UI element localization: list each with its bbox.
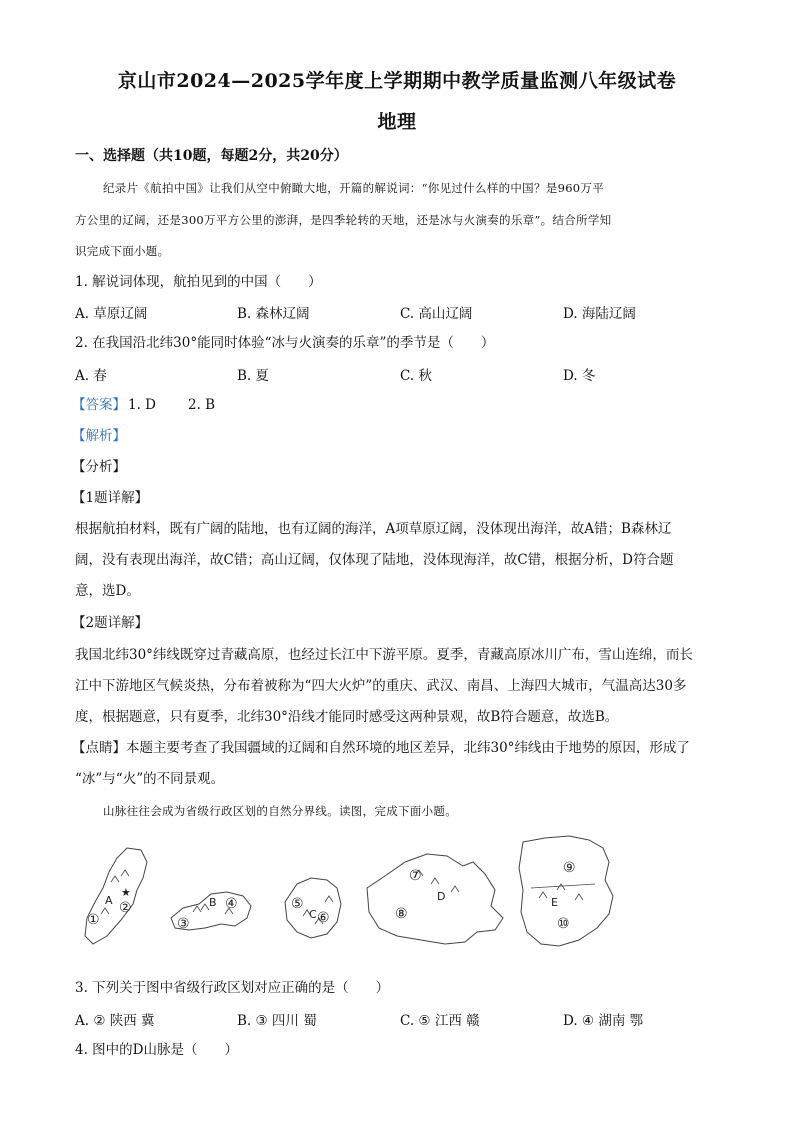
comment-text-1: 本题主要考查了我国疆域的辽阔和自然环境的地区差异，北纬30°纬线由于地势的原因，形成了 [126,740,690,756]
section-heading: 一、选择题（共10题，每题2分，共20分） [75,148,348,164]
detail2-line-3: 度，根据题意，只有夏季，北纬30°沿线才能同时感受这两种景观，故B符合题意，故选B。 [75,709,619,725]
q2-option-a: A. 春 [75,368,107,384]
province-map-3 [285,878,341,938]
comment-label: 【点睛】 [72,740,126,756]
map-star-icon: ★ [121,886,131,899]
q3-option-d: D. ④ 湖南 鄂 [563,1013,644,1029]
q1-option-a: A. 草原辽阔 [75,306,148,322]
q2-option-c: C. 秋 [400,368,432,384]
map-label-4: ④ [225,896,238,912]
province-map-1 [85,848,147,944]
q2-option-b: B. 夏 [237,368,270,384]
map-label-E: E [551,896,558,909]
map-label-6: ⑥ [317,910,330,926]
answer-label: 【答案】 [72,397,126,413]
province-map-4 [367,854,503,944]
detail1-line-1: 根据航拍材料，既有广阔的陆地，也有辽阔的海洋，A项草原辽阔，没体现出海洋，故A错；B森林辽 [75,521,672,537]
q3-option-a: A. ② 陕西 冀 [75,1013,155,1029]
map-label-9: ⑨ [563,860,576,876]
map-label-B: B [209,896,217,909]
q4-stem: 4. 图中的D山脉是（ ） [75,1042,238,1058]
answer-line [72,395,722,415]
q1-option-b: B. 森林辽阔 [237,306,310,322]
q2-option-d: D. 冬 [563,368,596,384]
fenxi-label: 【分析】 [72,459,126,475]
detail2-line-1: 我国北纬30°纬线既穿过青藏高原，也经过长江中下游平原。夏季，青藏高原冰川广布，雪山连绵，而长 [75,647,693,663]
answer-1: 1. D [128,397,156,413]
map-label-D: D [437,890,446,903]
intro-line-3: 识完成下面小题。 [75,244,170,258]
intro2-line: 山脉往往会成为省级行政区划的自然分界线。读图，完成下面小题。 [103,804,457,818]
province-maps-figure [75,832,735,954]
detail1-line-3: 意，选D。 [75,583,140,599]
q3-option-c: C. ⑤ 江西 赣 [400,1013,480,1029]
map-label-3: ③ [177,916,190,932]
map-label-A: A [105,894,113,907]
subject-title: 地理 [377,111,417,133]
detail2-label: 【2题详解】 [72,615,149,631]
map-label-10: ⑩ [557,916,570,932]
detail1-line-2: 阔，没有表现出海洋，故C错；高山辽阔，仅体现了陆地，没体现海洋，故C错，根据分析，D符合题 [75,552,674,568]
comment-line-2: “冰”与“火”的不同景观。 [75,771,225,787]
q3-stem: 3. 下列关于图中省级行政区划对应正确的是（ ） [75,980,390,996]
detail1-label: 【1题详解】 [72,490,149,506]
province-map-2 [171,892,251,932]
map-label-5: ⑤ [291,896,304,912]
answer-2: 2. B [188,397,216,413]
q2-stem: 2. 在我国沿北纬30°能同时体验“冰与火演奏的乐章”的季节是（ ） [75,335,495,351]
analysis-label: 【解析】 [72,428,126,444]
intro-line-1: 纪录片《航拍中国》让我们从空中俯瞰大地，开篇的解说词：“你见过什么样的中国？是960万平 [103,181,605,195]
province-map-5 [519,836,613,946]
map-label-C: C [309,908,317,921]
detail2-line-2: 江中下游地区气候炎热，分布着被称为“四大火炉”的重庆、武汉、南昌、上海四大城市，气温高达30多 [75,678,687,694]
q1-stem: 1. 解说词体现，航拍见到的中国（ ） [75,274,322,290]
exam-title: 京山市2024—2025学年度上学期期中教学质量监测八年级试卷 [117,70,677,92]
comment-line-1 [72,738,722,758]
map-label-7: ⑦ [409,868,422,884]
map-label-2: ② [119,900,132,916]
q1-option-c: C. 高山辽阔 [400,306,473,322]
q1-option-d: D. 海陆辽阔 [563,306,636,322]
map-label-1: ① [87,912,100,928]
intro-line-2: 方公里的辽阔，还是300万平方公里的澎湃，是四季轮转的天地，还是冰与火演奏的乐章”。结合所学知 [75,213,612,227]
map-label-8: ⑧ [395,906,408,922]
q3-option-b: B. ③ 四川 蜀 [237,1013,317,1029]
